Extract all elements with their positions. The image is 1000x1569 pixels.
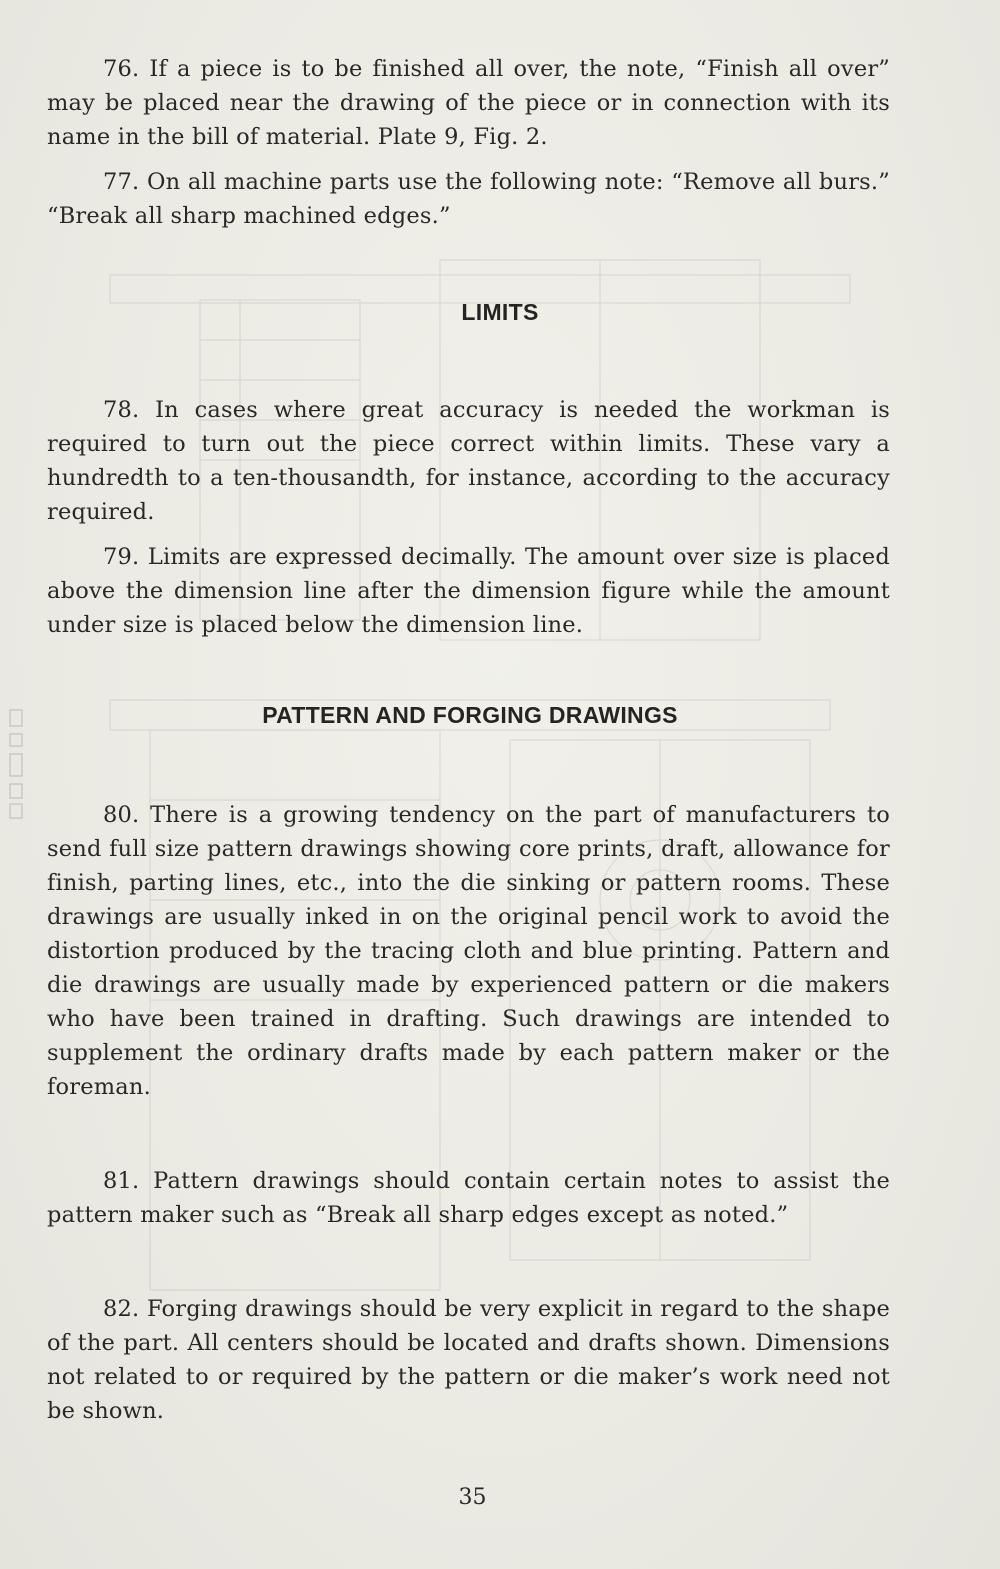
paragraph-81: 81. Pattern drawings should contain certain notes to assist the pattern maker such as “Break all sharp edges except as noted.” bbox=[47, 1168, 890, 1228]
page-number: 35 bbox=[458, 1485, 487, 1510]
heading-limits: LIMITS bbox=[461, 299, 539, 325]
paragraph-82: 82. Forging drawings should be very explicit in regard to the shape of the part. All centers should be located and drafts shown. Dimensions not related to or required by the pattern or die maker’s work need not be shown. bbox=[47, 1296, 890, 1424]
paragraph-80: 80. There is a growing tendency on the part of manufacturers to send full size pattern drawings showing core prints, draft, allowance for finish, parting lines, etc., into the die sinking or pattern rooms. These drawings are usually inked in on the original pencil work to avoid the distortion produced by the tracing cloth and blue printing. Pattern and die drawings are usually made by experienced pattern or die makers who have been trained in drafting. Such drawings are intended to supplement the ordinary drafts made by each pattern maker or the foreman. bbox=[47, 802, 890, 1100]
heading-pattern-forging: PATTERN AND FORGING DRAWINGS bbox=[262, 702, 678, 728]
paragraph-79: 79. Limits are expressed decimally. The amount over size is placed above the dimension line after the dimension figure while the amount under size is placed below the dimension line. bbox=[47, 544, 890, 638]
paragraph-77: 77. On all machine parts use the following note: “Remove all burs.” “Break all sharp machined edges.” bbox=[47, 169, 890, 229]
paragraph-76: 76. If a piece is to be finished all over, the note, “Finish all over” may be placed near the drawing of the piece or in connection with its name in the bill of material. Plate 9, Fig. 2. bbox=[47, 56, 890, 150]
paragraph-78: 78. In cases where great accuracy is needed the workman is required to turn out the piece correct within limits. These vary a hundredth to a ten-thousandth, for instance, according to the accuracy required. bbox=[47, 397, 890, 525]
